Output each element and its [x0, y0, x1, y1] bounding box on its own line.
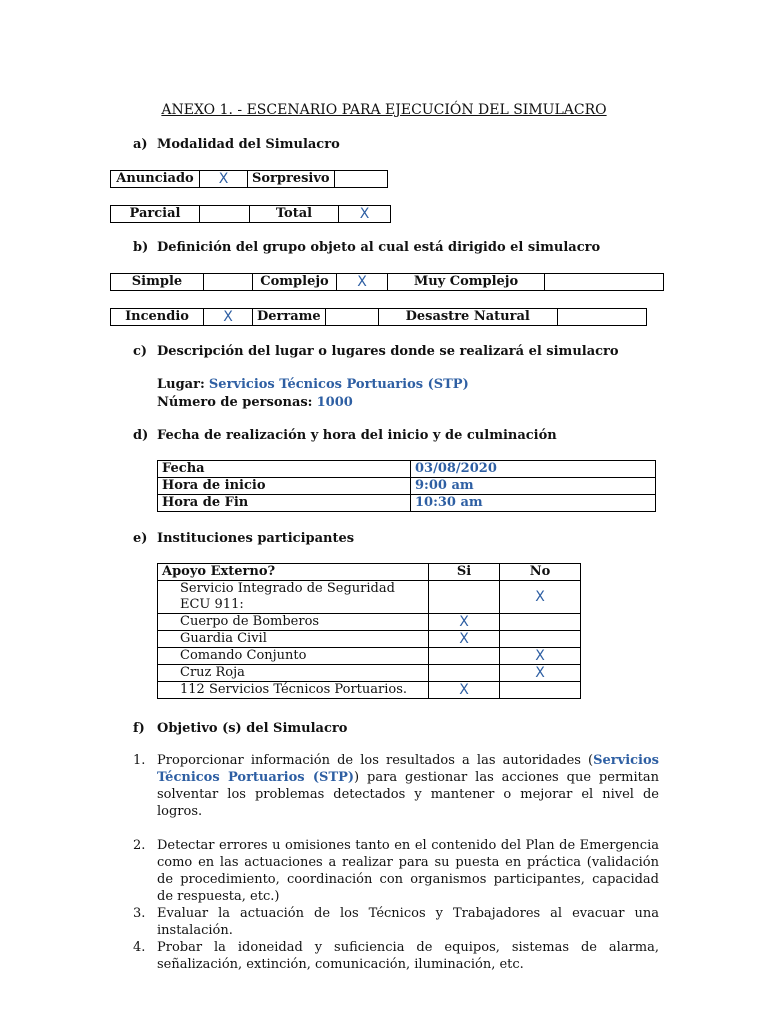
- total-label: Total: [250, 206, 339, 223]
- lugar-label: Lugar:: [157, 377, 205, 392]
- table-row: [158, 461, 656, 478]
- instituciones-table: [157, 563, 581, 699]
- personas-label: Número de personas:: [157, 395, 313, 410]
- section-c-letter: c): [133, 344, 148, 359]
- institucion-no: [500, 614, 581, 631]
- muy-complejo-mark: [545, 274, 664, 291]
- hora-fin-label: Hora de Fin: [158, 495, 411, 512]
- item-number: 1.: [133, 753, 146, 768]
- table-header-row: [158, 564, 581, 581]
- institucion-name: 112 Servicios Técnicos Portuarios.: [158, 682, 429, 699]
- derrame-mark: [325, 309, 378, 326]
- section-e-letter: e): [133, 531, 148, 546]
- section-b-heading: [133, 240, 600, 255]
- objetivos-list: [133, 752, 659, 973]
- grupo-table-1: [110, 273, 664, 291]
- si-header: Si: [429, 564, 500, 581]
- hora-inicio-value: 9:00 am: [411, 478, 656, 495]
- section-e-heading: [133, 531, 354, 546]
- complejo-label: Complejo: [253, 274, 337, 291]
- desastre-label: Desastre Natural: [378, 309, 557, 326]
- parcial-mark: [200, 206, 250, 223]
- table-row: [158, 631, 581, 648]
- list-item: [133, 905, 659, 939]
- section-d-text: Fecha de realización y hora del inicio y de culminación: [157, 428, 557, 443]
- section-f-letter: f): [133, 721, 145, 736]
- table-row: [158, 648, 581, 665]
- item-text: Detectar errores u omisiones tanto en el contenido del Plan de Emergencia como en las actuaciones a realizar para su puesta en práctica (validación de procedimiento, coordinación con organismos participantes, capacidad de respuesta, etc.): [157, 838, 659, 904]
- fecha-value: 03/08/2020: [411, 461, 656, 478]
- anunciado-mark: X: [200, 171, 248, 188]
- total-mark: X: [339, 206, 391, 223]
- institucion-no: X: [500, 665, 581, 682]
- institucion-si: [429, 648, 500, 665]
- institucion-no: [500, 682, 581, 699]
- simple-mark: [204, 274, 253, 291]
- institucion-si: [429, 665, 500, 682]
- table-row: [158, 614, 581, 631]
- institucion-si: X: [429, 631, 500, 648]
- institucion-si: X: [429, 614, 500, 631]
- item-text: Evaluar la actuación de los Técnicos y Trabajadores al evacuar una instalación.: [157, 906, 659, 938]
- table-row: [158, 682, 581, 699]
- incendio-label: Incendio: [111, 309, 204, 326]
- section-a-letter: a): [133, 137, 148, 152]
- section-e-text: Instituciones participantes: [157, 531, 355, 546]
- item-text: Probar la idoneidad y suficiencia de equipos, sistemas de alarma, señalización, extinción, comunicación, iluminación, etc.: [157, 940, 659, 972]
- table-row: [158, 665, 581, 682]
- muy-complejo-label: Muy Complejo: [388, 274, 545, 291]
- item-number: 2.: [133, 838, 146, 853]
- parcial-label: Parcial: [111, 206, 200, 223]
- item-text-post: ) para gestionar las acciones que permitan solventar los problemas detectados y mantener o mejorar el nivel de logros.: [157, 770, 659, 819]
- section-c-heading: [133, 344, 619, 359]
- section-a-text: Modalidad del Simulacro: [157, 137, 340, 152]
- hora-fin-value: 10:30 am: [411, 495, 656, 512]
- simple-label: Simple: [111, 274, 204, 291]
- fecha-table: [157, 460, 656, 512]
- personas-value: 1000: [316, 395, 353, 410]
- section-d-letter: d): [133, 428, 149, 443]
- section-f-heading: [133, 721, 347, 736]
- list-item: [133, 837, 659, 905]
- lugar-value: Servicios Técnicos Portuarios (STP): [208, 377, 469, 392]
- item-number: 3.: [133, 906, 146, 921]
- sorpresivo-mark: [334, 171, 387, 188]
- section-d-heading: [133, 428, 557, 443]
- institucion-name: Servicio Integrado de Seguridad ECU 911:: [158, 581, 429, 614]
- section-c-text: Descripción del lugar o lugares donde se realizará el simulacro: [157, 344, 619, 359]
- hora-inicio-label: Hora de inicio: [158, 478, 411, 495]
- institucion-si: [429, 581, 500, 614]
- complejo-mark: X: [337, 274, 388, 291]
- item-text-pre: Proporcionar información de los resultados a las autoridades (: [157, 753, 594, 768]
- derrame-label: Derrame: [253, 309, 326, 326]
- institucion-name: Comando Conjunto: [158, 648, 429, 665]
- table-row: [158, 495, 656, 512]
- fecha-label: Fecha: [158, 461, 411, 478]
- apoyo-header: Apoyo Externo?: [158, 564, 429, 581]
- document-title: ANEXO 1. - ESCENARIO PARA EJECUCIÓN DEL SIMULACRO: [161, 102, 607, 118]
- sorpresivo-label: Sorpresivo: [248, 171, 335, 188]
- institucion-name: Cruz Roja: [158, 665, 429, 682]
- institucion-no: [500, 631, 581, 648]
- table-row: [158, 478, 656, 495]
- institucion-name: Guardia Civil: [158, 631, 429, 648]
- section-f-text: Objetivo (s) del Simulacro: [157, 721, 348, 736]
- institucion-no: X: [500, 648, 581, 665]
- grupo-table-2: [110, 308, 647, 326]
- incendio-mark: X: [204, 309, 253, 326]
- section-a-heading: [133, 137, 340, 152]
- table-row: [158, 581, 581, 614]
- lugar-block: [157, 376, 469, 412]
- list-item: [133, 939, 659, 973]
- section-b-letter: b): [133, 240, 149, 255]
- section-b-text: Definición del grupo objeto al cual está dirigido el simulacro: [157, 240, 601, 255]
- anunciado-label: Anunciado: [111, 171, 200, 188]
- modalidad-table-1: [110, 170, 388, 188]
- item-text-highlight: Servicios Técnicos Portuarios (STP): [157, 753, 659, 785]
- list-item: [133, 752, 659, 820]
- item-number: 4.: [133, 940, 146, 955]
- desastre-mark: [557, 309, 646, 326]
- modalidad-table-2: [110, 205, 391, 223]
- institucion-name: Cuerpo de Bomberos: [158, 614, 429, 631]
- institucion-no: X: [500, 581, 581, 614]
- no-header: No: [500, 564, 581, 581]
- institucion-si: X: [429, 682, 500, 699]
